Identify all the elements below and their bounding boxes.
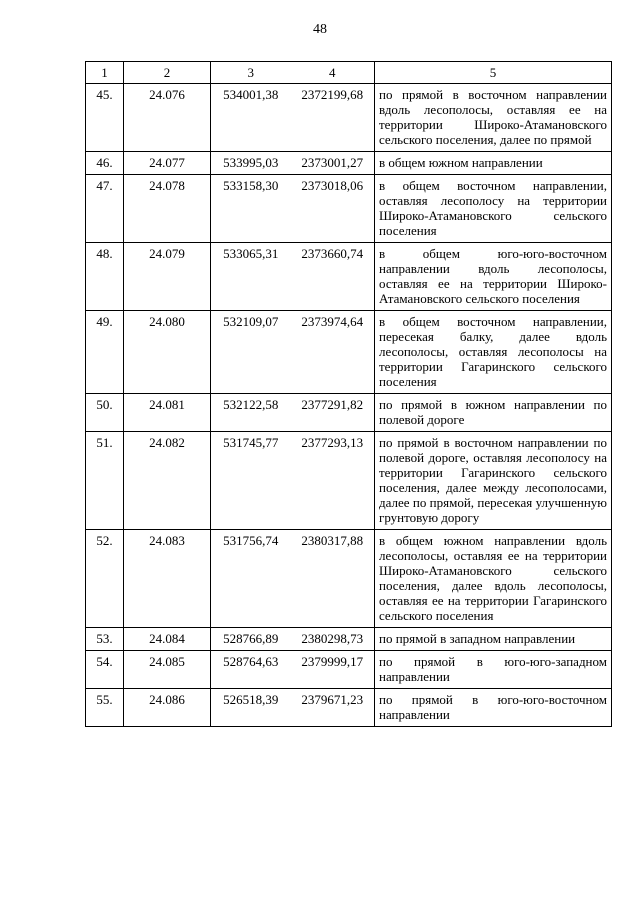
coord-x: 533995,03 xyxy=(211,152,291,175)
table-row xyxy=(86,243,612,311)
coord-y: 2379671,23 xyxy=(291,689,375,727)
coord-y: 2377293,13 xyxy=(291,432,375,530)
row-number: 46. xyxy=(86,152,124,175)
row-number: 45. xyxy=(86,84,124,152)
header-col-4: 4 xyxy=(291,62,375,84)
route-description: по прямой в западном направлении xyxy=(375,628,612,651)
row-number: 48. xyxy=(86,243,124,311)
point-code: 24.076 xyxy=(124,84,211,152)
coord-y: 2372199,68 xyxy=(291,84,375,152)
coord-y: 2379999,17 xyxy=(291,651,375,689)
point-code: 24.083 xyxy=(124,530,211,628)
route-description: по прямой в южном направлении по полевой дороге xyxy=(375,394,612,432)
table-row xyxy=(86,311,612,394)
table-row xyxy=(86,152,612,175)
row-number: 49. xyxy=(86,311,124,394)
coord-x: 528766,89 xyxy=(211,628,291,651)
point-code: 24.084 xyxy=(124,628,211,651)
coord-x: 528764,63 xyxy=(211,651,291,689)
route-description: в общем восточном направлении, пересекая балку, далее вдоль лесополосы, оставляя лесополосы на территории Гагаринского сельского поселения xyxy=(375,311,612,394)
table-row xyxy=(86,530,612,628)
coord-y: 2373001,27 xyxy=(291,152,375,175)
row-number: 53. xyxy=(86,628,124,651)
coord-x: 533065,31 xyxy=(211,243,291,311)
table-row xyxy=(86,432,612,530)
coord-y: 2380298,73 xyxy=(291,628,375,651)
route-description: по прямой в восточном направлении вдоль лесополосы, оставляя ее на территории Широко-Атамановского сельского поселения, далее по прямой xyxy=(375,84,612,152)
row-number: 55. xyxy=(86,689,124,727)
point-code: 24.086 xyxy=(124,689,211,727)
row-number: 51. xyxy=(86,432,124,530)
coord-y: 2380317,88 xyxy=(291,530,375,628)
point-code: 24.082 xyxy=(124,432,211,530)
coord-x: 532109,07 xyxy=(211,311,291,394)
coord-y: 2373660,74 xyxy=(291,243,375,311)
table-row xyxy=(86,689,612,727)
row-number: 47. xyxy=(86,175,124,243)
row-number: 50. xyxy=(86,394,124,432)
boundary-table xyxy=(85,61,612,727)
route-description: по прямой в юго-юго-западном направлении xyxy=(375,651,612,689)
coord-x: 534001,38 xyxy=(211,84,291,152)
route-description: в общем восточном направлении, оставляя лесополосу на территории Широко-Атамановского сельского поселения xyxy=(375,175,612,243)
header-col-2: 2 xyxy=(124,62,211,84)
route-description: по прямой в восточном направлении по полевой дороге, оставляя лесополосу на территории Гагаринского сельского поселения, далее между лесополосами, далее по прямой, пересекая улучшенную грунтовую дорогу xyxy=(375,432,612,530)
table-header-row xyxy=(86,62,612,84)
coord-x: 531745,77 xyxy=(211,432,291,530)
point-code: 24.080 xyxy=(124,311,211,394)
route-description: в общем южном направлении вдоль лесополосы, оставляя ее на территории Широко-Атамановского сельского поселения, далее вдоль лесополосы, оставляя ее на территории Гагаринского сельского поселения xyxy=(375,530,612,628)
header-col-5: 5 xyxy=(375,62,612,84)
table-row xyxy=(86,651,612,689)
coord-x: 533158,30 xyxy=(211,175,291,243)
row-number: 54. xyxy=(86,651,124,689)
point-code: 24.077 xyxy=(124,152,211,175)
point-code: 24.078 xyxy=(124,175,211,243)
table-row xyxy=(86,84,612,152)
route-description: в общем юго-юго-восточном направлении вдоль лесополосы, оставляя ее на территории Широко-Атамановского сельского поселения xyxy=(375,243,612,311)
route-description: по прямой в юго-юго-восточном направлении xyxy=(375,689,612,727)
coord-x: 532122,58 xyxy=(211,394,291,432)
table-row xyxy=(86,175,612,243)
page-number: 48 xyxy=(313,22,327,37)
coord-y: 2373974,64 xyxy=(291,311,375,394)
header-col-1: 1 xyxy=(86,62,124,84)
header-col-3: 3 xyxy=(211,62,291,84)
table-row xyxy=(86,394,612,432)
coord-x: 531756,74 xyxy=(211,530,291,628)
route-description: в общем южном направлении xyxy=(375,152,612,175)
coord-y: 2373018,06 xyxy=(291,175,375,243)
point-code: 24.085 xyxy=(124,651,211,689)
row-number: 52. xyxy=(86,530,124,628)
point-code: 24.079 xyxy=(124,243,211,311)
point-code: 24.081 xyxy=(124,394,211,432)
coord-x: 526518,39 xyxy=(211,689,291,727)
table-row xyxy=(86,628,612,651)
coord-y: 2377291,82 xyxy=(291,394,375,432)
